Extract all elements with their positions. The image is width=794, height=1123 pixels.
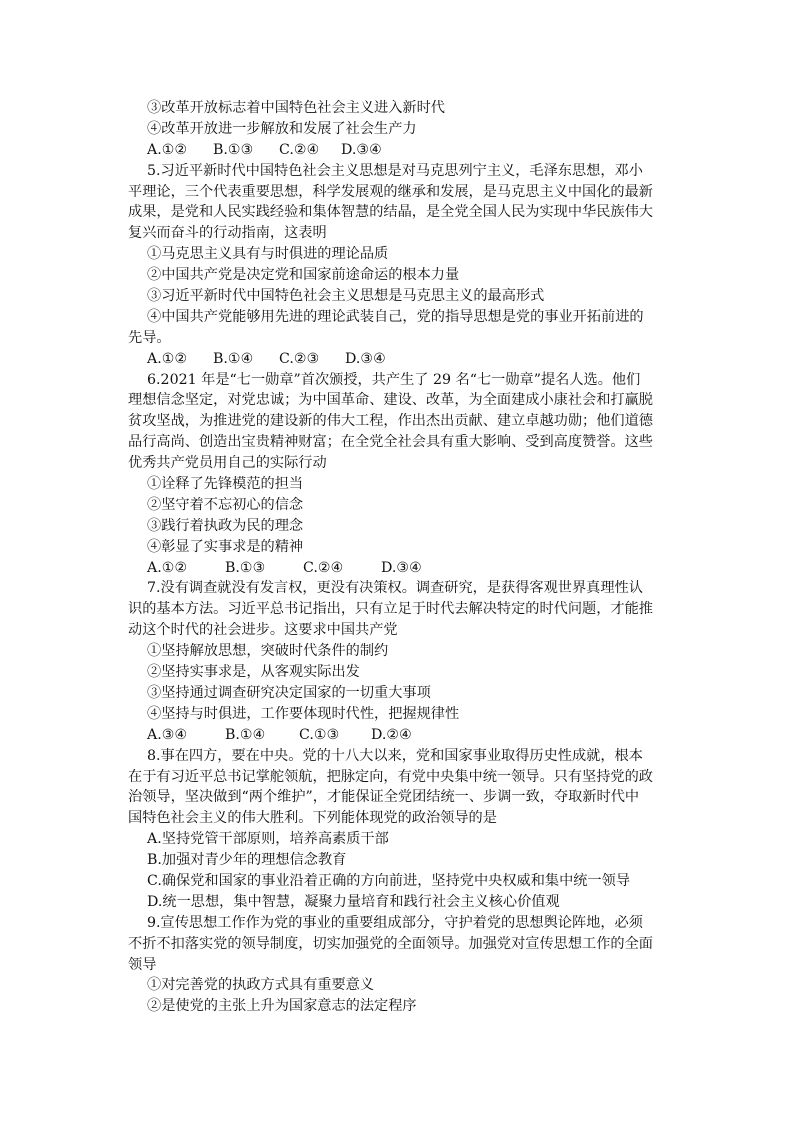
q6-item-3: ③践行着执政为民的理念 bbox=[147, 517, 304, 534]
q9-item-1: ①对完善党的执政方式具有重要意义 bbox=[147, 977, 375, 994]
q5-stem-line: 5.习近平新时代中国特色社会主义思想是对马克思列宁主义，毛泽东思想，邓小 bbox=[147, 162, 643, 179]
q7-option-d: D.②④ bbox=[371, 726, 412, 743]
q7-option-b: B.①④ bbox=[225, 726, 266, 743]
q5-item-3: ③习近平新时代中国特色社会主义思想是马克思主义的最高形式 bbox=[147, 288, 545, 305]
q5-item-1: ①马克思主义具有与时俱进的理论品质 bbox=[147, 246, 389, 263]
q6-option-a: A.①② bbox=[147, 559, 188, 576]
q7-item-2: ②坚持实事求是，从客观实际出发 bbox=[147, 664, 360, 681]
q6-options bbox=[128, 558, 676, 579]
question-text bbox=[128, 98, 676, 1017]
q6-option-b: B.①③ bbox=[225, 559, 266, 576]
q8-stem-line: 治领导，坚决做到“两个维护”，才能保证全党团结统一、步调一致，夺取新时代中 bbox=[128, 789, 640, 806]
q6-option-d: D.③④ bbox=[381, 559, 422, 576]
q7-stem-line: 7.没有调查就没有发言权，更没有决策权。调查研究，是获得客观世界真理性认 bbox=[147, 580, 643, 597]
q5-option-a: A.①② bbox=[147, 350, 188, 367]
q7-item-1: ①坚持解放思想，突破时代条件的制约 bbox=[147, 643, 389, 660]
q6-stem-line: 贫攻坚战，为推进党的建设新的伟大工程，作出杰出贡献、建立卓越功勋；他们道德 bbox=[128, 413, 653, 430]
q4-options bbox=[128, 140, 676, 161]
q7-stem-line: 识的基本方法。习近平总书记指出，只有立足于时代去解决特定的时代问题，才能推 bbox=[128, 601, 653, 618]
q5-stem-line: 成果，是党和人民实践经验和集体智慧的结晶，是全党全国人民为实现中华民族伟大 bbox=[128, 204, 653, 221]
q6-stem-line: 优秀共产党员用自己的实际行动 bbox=[128, 455, 327, 472]
q5-stem-line: 平理论，三个代表重要思想，科学发展观的继承和发展，是马克思主义中国化的最新 bbox=[128, 183, 653, 200]
q6-stem-line: 理想信念坚定，对党忠诚；为中国革命、建设、改革，为全面建成小康社会和打赢脱 bbox=[128, 392, 653, 409]
q7-option-c: C.①③ bbox=[299, 726, 340, 743]
q5-options bbox=[128, 349, 676, 370]
q7-option-a: A.③④ bbox=[147, 726, 188, 743]
q7-item-3: ③坚持通过调查研究决定国家的一切重大事项 bbox=[147, 684, 431, 701]
q6-item-2: ②坚守着不忘初心的信念 bbox=[147, 496, 304, 513]
q4-option-d: D.③④ bbox=[341, 141, 382, 158]
q9-stem-line: 领导 bbox=[128, 956, 157, 973]
q5-option-c: C.②③ bbox=[279, 350, 320, 367]
q6-item-4: ④彰显了实事求是的精神 bbox=[147, 538, 304, 555]
q8-stem-line: 在于有习近平总书记掌舵领航，把脉定向，有党中央集中统一领导。只有坚持党的政 bbox=[128, 768, 653, 785]
q9-stem-line: 不折不扣落实党的领导制度，切实加强党的全面领导。加强党对宣传思想工作的全面 bbox=[128, 935, 653, 952]
q6-stem-line: 品行高尚、创造出宝贵精神财富；在全党全社会具有重大影响、受到高度赞誉。这些 bbox=[128, 434, 653, 451]
q8-choice-b: B.加强对青少年的理想信念教育 bbox=[147, 852, 347, 869]
q9-stem-line: 9.宣传思想工作作为党的事业的重要组成部分，守护着党的思想舆论阵地，必须 bbox=[147, 914, 643, 931]
q6-item-1: ①诠释了先锋模范的担当 bbox=[147, 476, 304, 493]
q9-item-2: ②是使党的主张上升为国家意志的法定程序 bbox=[147, 998, 417, 1015]
q4-item-3: ③改革开放标志着中国特色社会主义进入新时代 bbox=[147, 100, 445, 116]
q4-item-4: ④改革开放进一步解放和发展了社会生产力 bbox=[147, 120, 417, 137]
q5-item-4-cont: 先导。 bbox=[128, 329, 171, 346]
q5-stem-line: 复兴而奋斗的行动指南，这表明 bbox=[128, 225, 327, 242]
q7-stem-line: 动这个时代的社会进步。这要求中国共产党 bbox=[128, 622, 398, 639]
q8-choice-d: D.统一思想，集中智慧，凝聚力量培育和践行社会主义核心价值观 bbox=[147, 893, 560, 910]
q4-option-b: B.①③ bbox=[213, 141, 254, 158]
q8-stem-line: 国特色社会主义的伟大胜利。下列能体现党的政治领导的是 bbox=[128, 810, 497, 827]
q5-item-2: ②中国共产党是决定党和国家前途命运的根本力量 bbox=[147, 267, 460, 284]
q7-options bbox=[128, 725, 676, 746]
q6-stem-line: 6.2021 年是“七一勋章”首次颁授，共产生了 29 名“七一勋章”提名人选。他们 bbox=[147, 371, 641, 388]
q6-option-c: C.②④ bbox=[303, 559, 344, 576]
q4-option-c: C.②④ bbox=[279, 141, 320, 158]
q5-option-b: B.①④ bbox=[213, 350, 254, 367]
q8-stem-line: 8.事在四方，要在中央。党的十八大以来，党和国家事业取得历史性成就，根本 bbox=[147, 747, 643, 764]
q8-choice-c: C.确保党和国家的事业沿着正确的方向前进，坚持党中央权威和集中统一领导 bbox=[147, 872, 631, 889]
q7-item-4: ④坚持与时俱进，工作要体现时代性，把握规律性 bbox=[147, 705, 460, 722]
q4-option-a: A.①② bbox=[147, 141, 188, 158]
q5-item-4: ④中国共产党能够用先进的理论武装自己，党的指导思想是党的事业开拓前进的 bbox=[147, 308, 644, 325]
q8-choice-a: A.坚持党管干部原则，培养高素质干部 bbox=[147, 831, 389, 848]
q5-option-d: D.③④ bbox=[345, 350, 386, 367]
